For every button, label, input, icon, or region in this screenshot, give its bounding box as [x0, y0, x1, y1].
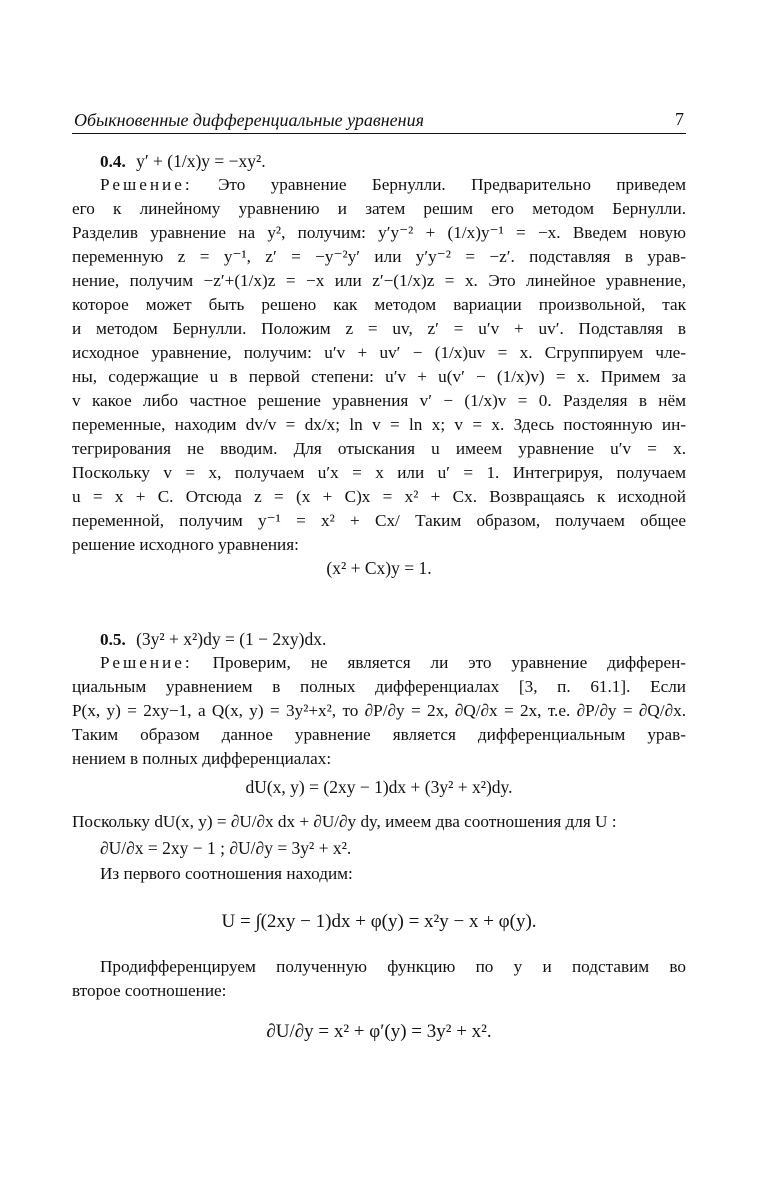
problem-equation: (3y² + x²)dy = (1 − 2xy)dx.: [136, 629, 327, 649]
text-line: переменную z = y⁻¹, z′ = −y⁻²y′ или y′y⁻² = −z′. подставляя в урав-: [72, 247, 686, 266]
running-header: [72, 109, 686, 134]
text-line: u = x + C. Отсюда z = (x + C)x = x² + Cx. Возвращаясь к исходной: [72, 487, 686, 506]
text-line: тегрирования не вводим. Для отыскания u имеем уравнение u′v = x.: [72, 439, 686, 458]
solution-label: Решение:: [100, 175, 193, 194]
solution-line: Решение: Проверим, не является ли это уравнение дифферен-: [100, 653, 687, 672]
problem-equation: y′ + (1/x)y = −xy².: [136, 151, 266, 171]
text-line: нением в полных дифференциалах:: [72, 749, 332, 768]
answer-equation: (x² + Cx)y = 1.: [326, 558, 432, 578]
display-equation: dU(x, y) = (2xy − 1)dx + (3y² + x²)dy.: [245, 777, 513, 797]
text-line: решение исходного уравнения:: [72, 535, 299, 554]
solution-label: Решение:: [100, 653, 193, 672]
text-line: переменные, находим dv/v = dx/x; ln v = ln x; v = x. Здесь постоянную ин-: [72, 415, 686, 434]
text-line: Продифференцируем полученную функцию по y и подставим во: [100, 957, 686, 976]
text-line: Из первого соотношения находим:: [100, 864, 353, 883]
relations-equation: ∂U/∂x = 2xy − 1 ; ∂U/∂y = 3y² + x².: [100, 838, 352, 858]
text-line: P(x, y) = 2xy−1, а Q(x, y) = 3y²+x², то ∂P/∂y = 2x, ∂Q/∂x = 2x, т.е. ∂P/∂y = ∂Q/∂x.: [72, 701, 686, 720]
problem-number: 0.5.: [100, 630, 126, 649]
text-line: нение, получим −z′+(1/x)z = −x или z′−(1/x)z = x. Это линейное уравнение,: [72, 271, 686, 290]
text-line: его к линейному уравнению и затем решим его методом Бернулли.: [72, 199, 686, 218]
problem-04-statement: [100, 149, 686, 173]
text-line: циальным уравнением в полных дифференциалах [3, п. 61.1]. Если: [72, 677, 686, 696]
header-title: Обыкновенные дифференциальные уравнения: [74, 110, 424, 130]
text-line: переменной, получим y⁻¹ = x² + Cx/ Таким образом, получаем общее: [72, 511, 686, 530]
text-line: Разделив уравнение на y², получим: y′y⁻² + (1/x)y⁻¹ = −x. Введем новую: [72, 223, 686, 242]
text-line: второе соотношение:: [72, 981, 227, 1000]
integral-equation: U = ∫(2xy − 1)dx + φ(y) = x²y − x + φ(y).: [221, 911, 537, 932]
text-line: ны, содержащие u в первой степени: u′v + u(v′ − (1/x)v) = x. Примем за: [72, 367, 686, 386]
text-line: Поскольку dU(x, y) = ∂U/∂x dx + ∂U/∂y dy, имеем два соотношения для U :: [72, 812, 617, 831]
text-line: и методом Бернулли. Положим z = uv, z′ = u′v + uv′. Подставляя в: [72, 319, 686, 338]
text-line: v какое либо частное решение уравнения v′ − (1/x)v = 0. Разделяя в нём: [72, 391, 686, 410]
text-line: исходное уравнение, получим: u′v + uv′ − (1/x)uv = x. Сгруппируем чле-: [72, 343, 686, 362]
text-line: которое может быть решено как методом вариации произвольной, так: [72, 295, 686, 314]
problem-05-statement: [100, 627, 686, 651]
solution-line: Решение: Это уравнение Бернулли. Предварительно приведем: [100, 175, 687, 194]
page-number: 7: [675, 109, 684, 129]
problem-number: 0.4.: [100, 152, 126, 171]
derivative-equation: ∂U/∂y = x² + φ′(y) = 3y² + x².: [266, 1021, 492, 1042]
text-line: Поскольку v = x, получаем u′x = x или u′ = 1. Интегрируя, получаем: [72, 463, 686, 482]
text-line: Таким образом данное уравнение является дифференциальным урав-: [72, 725, 686, 744]
